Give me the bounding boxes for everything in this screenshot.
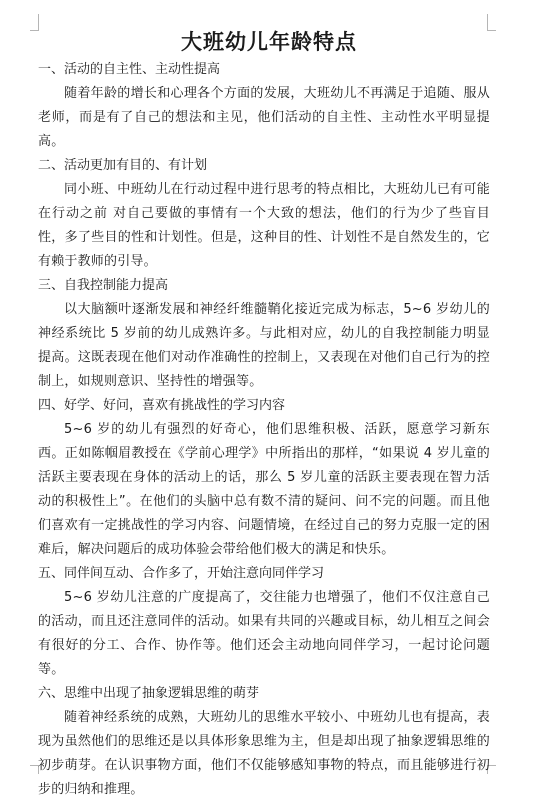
section-heading-self-control: 三、自我控制能力提高 [38,278,169,293]
section-heading-purpose: 二、活动更加有目的、有计划 [38,158,208,173]
section-body-purpose: 同小班、中班幼儿在行动过程中进行思考的特点相比，大班幼儿已有可能在行动之前 对自己要做的事情有一个大致的想法，他们的行为少了些盲目性，多了些目的性和计划性。但是，这种目的性、计划性不是自然发生的，它有赖于教师的引导。 [38,182,490,269]
section-heading-autonomy: 一、活动的自主性、主动性提高 [38,62,221,77]
section-body-autonomy: 随着年龄的增长和心理各个方面的发展，大班幼儿不再满足于追随、服从老师，而是有了自己的想法和主见，他们活动的自主性、主动性水平明显提高。 [38,86,490,149]
section-body-self-control: 以大脑额叶逐渐发展和神经纤维髓鞘化接近完成为标志，5~6 岁幼儿的神经系统比 5 岁前的幼儿成熟许多。与此相对应，幼儿的自我控制能力明显提高。这既表现在他们对动作准确性的控制上，又表现在对他们自己行为的控制上，如规则意识、坚持性的增强等。 [38,302,490,389]
document-page [38,26,490,802]
document-title: 大班幼儿年龄特点 [181,30,357,54]
section-body-peer-interaction: 5~6 岁幼儿注意的广度提高了，交往能力也增强了，他们不仅注意自己的活动，而且还注意同伴的活动。如果有共同的兴趣或目标，幼儿相互之间会有很好的分工、合作、协作等。他们还会主动地向同伴学习，一起讨论问题等。 [38,590,490,677]
section-heading-abstract-thinking: 六、思维中出现了抽象逻辑思维的萌芽 [38,686,260,701]
section-body-abstract-thinking: 随着神经系统的成熟，大班幼儿的思维水平较小、中班幼儿也有提高，表现为虽然他们的思维还是以具体形象思维为主，但是却出现了抽象逻辑思维的初步萌芽。在认识事物方面，他们不仅能够感知事物的特点，而且能够进行初步的归纳和推理。 [38,710,490,797]
section-heading-curiosity: 四、好学、好问，喜欢有挑战性的学习内容 [38,398,286,413]
section-heading-peer-interaction: 五、同伴间互动、合作多了，开始注意向同伴学习 [38,566,325,581]
section-body-curiosity: 5~6 岁的幼儿有强烈的好奇心，他们思维积极、活跃，愿意学习新东西。正如陈帼眉教授在《学前心理学》中所指出的那样，“如果说 4 岁儿童的活跃主要表现在身体的活动上的话，那么 5 岁儿童的活跃主要表现在智力活动的积极性上”。在他们的头脑中总有数不清的疑问、问不完的问题。而且他们喜欢有一定挑战性的学习内容、问题情境，在经过自己的努力克服一定的困难后，解决问题后的成功体验会带给他们极大的满足和快乐。 [38,422,490,557]
